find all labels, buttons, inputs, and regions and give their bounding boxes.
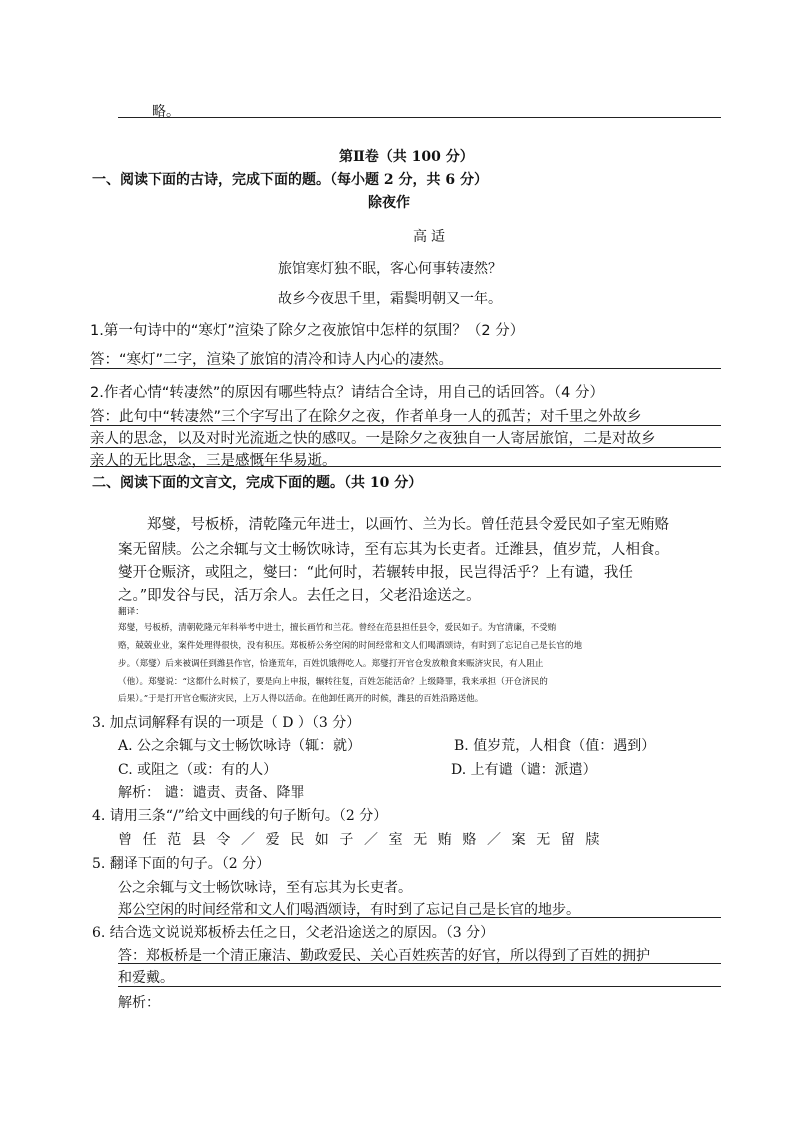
q5-answer: 郑公空闲的时间经常和文人们喝酒颂诗，有时到了忘记自己是长官的地步。: [118, 902, 580, 918]
translation-line-3: 步。（郑燮）后来被调任到潍县作官，恰逢荒年，百姓饥饿得吃人。郑燮打开官仓发放粮食来赈济灾民，有人阻止: [118, 659, 544, 669]
answer-2-line-3: 亲人的无比思念，三是感慨年华易逝。: [90, 453, 337, 469]
q6-explanation: 解析：: [118, 995, 160, 1011]
q6-answer-line-1: 答：郑板桥是一个清正廉洁、勤政爱民、关心百姓疾苦的好官，所以得到了百姓的拥护: [118, 948, 650, 964]
answer-rule: [90, 425, 721, 426]
question-1: 1.第一句诗中的“寒灯”渲染了除夕之夜旅馆中怎样的氛围？（2 分）: [90, 323, 525, 339]
q6-answer-line-2: 和爱戴。: [118, 970, 174, 986]
answer-rule: [90, 447, 721, 448]
answer-2-line-2: 亲人的思念，以及对时光流逝之快的感叹。一是除夕之夜独自一人寄居旅馆，二是对故乡: [90, 431, 656, 447]
passage-line-1: 郑燮，号板桥，清乾隆元年进士，以画竹、兰为长。曾任范县令爱民如子室无贿赂: [147, 517, 669, 533]
poem-title: 除夜作: [368, 195, 410, 211]
translation-line-1: 郑燮，号板桥，清朝乾隆元年科举考中进士，擅长画竹和兰花。曾经在范县担任县令，爱民如子。为官清廉，不受贿: [118, 623, 557, 633]
passage-line-3: 燮开仓赈济，或阻之，燮曰：“此何时，若辗转申报，民岂得活乎？上有谴，我任: [118, 565, 633, 581]
answer-2-line-1: 答：此句中“转凄然”三个字写出了在除夕之夜，作者单身一人的孤苦；对千里之外故乡: [90, 409, 642, 425]
answer-rule: [118, 986, 721, 987]
answer-rule: [90, 368, 721, 369]
answer-1: 答：“寒灯”二字，渲染了旅馆的清冷和诗人内心的凄然。: [90, 352, 454, 368]
translation-line-4: （他）。郑燮说：“这都什么时候了，要是向上申报，辗转往复，百姓怎能活命？上级降罪，我来承担（开仓济民的: [118, 677, 548, 687]
option-b: B. 值岁荒，人相食（值：遇到）: [454, 738, 656, 754]
question-6: 6. 结合选文说说郑板桥去任之日，父老沿途送之的原因。（3 分）: [92, 925, 495, 941]
passage-line-4: 之。”即发谷与民，活万余人。去任之日，父老沿途送之。: [118, 588, 481, 604]
top-answer: 略。: [152, 104, 180, 120]
answer-rule: [118, 117, 721, 118]
answer-rule: [118, 917, 721, 918]
question-5: 5. 翻译下面的句子。（2 分）: [92, 856, 271, 872]
poem-line-1: 旅馆寒灯独不眠，客心何事转凄然？: [278, 261, 502, 277]
answer-rule: [118, 963, 721, 964]
poem-author: 高适: [413, 229, 449, 245]
question-2: 2.作者心情“转凄然”的原因有哪些特点？请结合全诗，用自己的话回答。（4 分）: [90, 385, 604, 401]
option-a: A. 公之余辄与文士畅饮咏诗（辄：就）: [118, 738, 362, 754]
section-2-heading: 二、阅读下面的文言文，完成下面的题。（共 10 分）: [92, 475, 423, 491]
q3-explanation: 解析： 谴：谴责、责备、降罪: [118, 785, 305, 801]
question-3: 3. 加点词解释有误的一项是（ D ）（3 分）: [92, 715, 361, 731]
question-4: 4. 请用三条“/”给文中画线的句子断句。（2 分）: [92, 808, 388, 824]
part-title: 第Ⅱ卷（共 100 分）: [339, 149, 474, 165]
q4-answer: 曾任范县令／爱民如子／室无贿赂／案无留牍: [118, 832, 610, 848]
translation-line-5: 后果）。”于是打开官仓赈济灾民，上万人得以活命。在他卸任离开的时候，潍县的百姓沿路送他。: [118, 694, 484, 704]
option-c: C. 或阻之（或：有的人）: [118, 762, 278, 778]
passage-line-2: 案无留牍。公之余辄与文士畅饮咏诗，至有忘其为长吏者。迁潍县，值岁荒，人相食。: [118, 542, 669, 558]
poem-line-2: 故乡今夜思千里，霜鬓明朝又一年。: [278, 291, 502, 307]
section-1-heading: 一、阅读下面的古诗，完成下面的题。（每小题 2 分，共 6 分）: [92, 172, 488, 188]
option-d: D. 上有谴（谴：派遣）: [451, 762, 597, 778]
translation-label: 翻译：: [118, 607, 144, 617]
q5-source: 公之余辄与文士畅饮咏诗，至有忘其为长吏者。: [118, 880, 412, 896]
translation-line-2: 赂，兢兢业业，案件处理得很快，没有积压。郑板桥公务空闲的时间经常和文人们喝酒颂诗，有时到了忘记自己是长官的地: [118, 641, 583, 651]
answer-rule: [90, 466, 721, 467]
